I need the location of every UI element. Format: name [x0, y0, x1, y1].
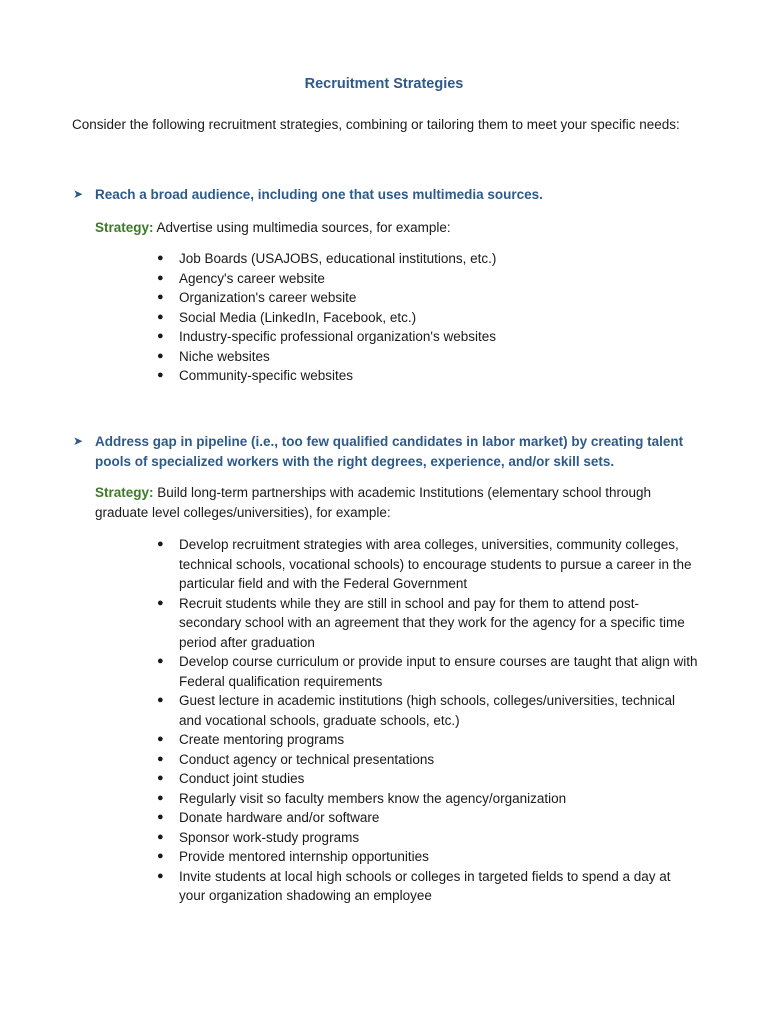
bullet-list: [155, 535, 700, 906]
section-heading: [73, 185, 693, 205]
strategy-label: Strategy:: [95, 485, 154, 500]
bullet-list: [155, 249, 700, 386]
bullet-icon: ●: [157, 369, 164, 381]
list-item: ● Regularly visit so faculty members know the agency/organization: [155, 789, 700, 809]
section-heading-text: Reach a broad audience, including one that uses multimedia sources.: [95, 187, 543, 202]
bullet-icon: ●: [157, 694, 164, 706]
bullet-icon: ●: [157, 538, 164, 550]
list-item: ● Recruit students while they are still in school and pay for them to attend post-secondary school with an agreement that they work for the agency for a specific time period after graduation: [157, 595, 685, 650]
list-item: ● Provide mentored internship opportunities: [155, 847, 700, 867]
list-item: ● Sponsor work-study programs: [155, 828, 700, 848]
list-item: ● Donate hardware and/or software: [155, 808, 700, 828]
bullet-icon: ●: [157, 772, 164, 784]
strategy-text: Advertise using multimedia sources, for example:: [153, 220, 451, 235]
bullet-icon: ●: [157, 850, 164, 862]
intro-paragraph: Consider the following recruitment strategies, combining or tailoring them to meet your specific needs:: [72, 117, 680, 132]
bullet-icon: ●: [157, 830, 164, 843]
bullet-icon: ●: [157, 349, 164, 362]
page-title: Recruitment Strategies: [304, 76, 464, 92]
list-item: ● Develop course curriculum or provide input to ensure courses are taught that align with Federal qualification requirements: [157, 654, 698, 689]
bullet-icon: ●: [157, 271, 164, 284]
list-item: ● Develop recruitment strategies with area colleges, universities, community colleges, technical schools, vocational schools) to encourage students to pursue a career in the particular field and with the Federal Government: [157, 537, 692, 591]
strategy-paragraph: [95, 483, 695, 522]
list-item: ● Agency's career website: [155, 269, 700, 289]
bullet-icon: ●: [157, 596, 164, 609]
list-item: ● Organization's career website: [155, 288, 700, 308]
list-item: ● Conduct joint studies: [155, 769, 700, 789]
bullet-icon: ●: [157, 655, 164, 667]
strategy-paragraph: [95, 218, 695, 238]
list-item: ● Invite students at local high schools or colleges in targeted fields to spend a day at your organization shadowing an employee: [157, 868, 671, 903]
bullet-icon: ●: [157, 811, 164, 823]
bullet-icon: ●: [157, 733, 164, 745]
arrow-bullet-icon: ➤: [73, 187, 84, 201]
strategy-label: Strategy:: [95, 220, 154, 235]
list-item: ● Guest lecture in academic institutions (high schools, colleges/universities, technical and vocational schools, graduate schools, etc.): [157, 693, 675, 728]
section-heading-text: Address gap in pipeline (i.e., too few qualified candidates in labor market) by creating talent pools of specialized workers with the right degrees, experience, and/or skill sets.: [95, 434, 684, 469]
list-item: ● Niche websites: [155, 347, 700, 367]
list-item: ● Conduct agency or technical presentations: [155, 750, 700, 770]
bullet-icon: ●: [157, 310, 164, 323]
list-item: ● Social Media (LinkedIn, Facebook, etc.): [155, 308, 700, 328]
arrow-bullet-icon: ➤: [73, 434, 84, 448]
bullet-icon: ●: [157, 869, 164, 882]
bullet-icon: ●: [157, 791, 164, 804]
list-item: ● Job Boards (USAJOBS, educational institutions, etc.): [155, 249, 700, 269]
list-item: ● Community-specific websites: [155, 366, 700, 386]
strategy-text: Build long-term partnerships with academic Institutions (elementary school through graduate level colleges/universities), for example:: [95, 485, 652, 520]
bullet-icon: ●: [157, 252, 164, 264]
bullet-icon: ●: [157, 291, 164, 303]
section-heading: [73, 432, 693, 471]
bullet-icon: ●: [157, 330, 164, 342]
list-item: ● Create mentoring programs: [155, 730, 700, 750]
bullet-icon: ●: [157, 752, 164, 765]
list-item: ● Industry-specific professional organization's websites: [155, 327, 700, 347]
